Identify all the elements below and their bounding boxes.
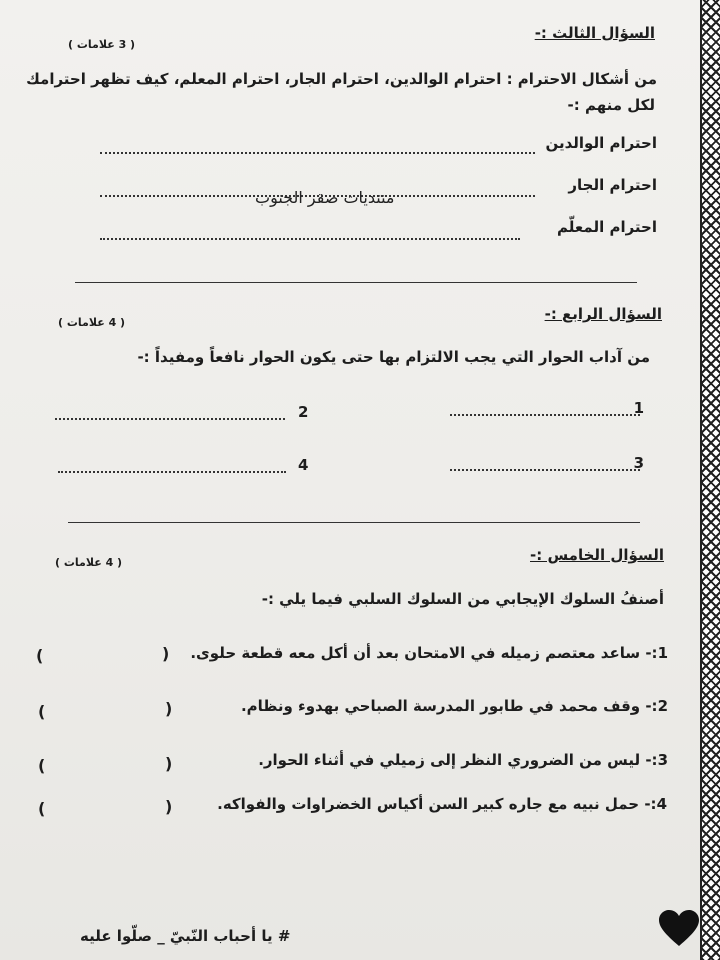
q5-title: السؤال الخامس :- bbox=[530, 546, 664, 564]
q5-item-4: 4:- حمل نبيه مع جاره كبير السن أكياس الخضراوات والفواكه. bbox=[217, 795, 667, 813]
q4-number-4: 4 bbox=[298, 456, 309, 474]
q5-paren-open-3: ( bbox=[165, 754, 173, 773]
section-divider bbox=[75, 282, 637, 283]
section-divider bbox=[68, 522, 640, 523]
q3-marks: ( 3 علامات ) bbox=[68, 38, 136, 51]
q5-paren-close-2: ) bbox=[38, 702, 46, 721]
q4-number-2: 2 bbox=[298, 403, 309, 421]
q4-answer-line-1[interactable] bbox=[450, 414, 640, 416]
q5-paren-close-4: ) bbox=[38, 799, 46, 818]
q5-paren-open-1: ( bbox=[162, 644, 170, 663]
q5-paren-close-1: ) bbox=[36, 646, 44, 665]
q5-item-1: 1:- ساعد معتصم زميله في الامتحان بعد أن أكل معه قطعة حلوى. bbox=[190, 644, 668, 662]
q4-number-3: 3 bbox=[633, 454, 644, 472]
q5-paren-open-4: ( bbox=[165, 797, 173, 816]
q3-prompt-line2: لكل منهم :- bbox=[567, 96, 655, 114]
q4-number-1: 1 bbox=[633, 399, 644, 417]
q3-title: السؤال الثالث :- bbox=[534, 24, 655, 42]
watermark-text: منتديات صقر الجنوب bbox=[255, 188, 395, 207]
q4-answer-line-4[interactable] bbox=[58, 471, 286, 473]
q5-item-2: 2:- وقف محمد في طابور المدرسة الصباحي بهدوء ونظام. bbox=[240, 697, 668, 715]
decorative-border bbox=[700, 0, 720, 960]
q5-paren-close-3: ) bbox=[38, 756, 46, 775]
heart-icon bbox=[659, 910, 699, 948]
q4-title: السؤال الرابع :- bbox=[544, 305, 662, 323]
q4-marks: ( 4 علامات ) bbox=[58, 316, 126, 329]
q5-paren-open-2: ( bbox=[165, 699, 173, 718]
q3-answer-line-parents[interactable] bbox=[100, 152, 535, 154]
q4-answer-line-2[interactable] bbox=[55, 418, 285, 420]
q5-marks: ( 4 علامات ) bbox=[55, 556, 123, 569]
q4-answer-line-3[interactable] bbox=[450, 469, 640, 471]
footer-text: # يا أحباب النّبيّ _ صلّوا عليه bbox=[80, 927, 291, 945]
q3-item-parents: احترام الوالدين bbox=[545, 134, 657, 152]
q5-item-3: 3:- ليس من الضروري النظر إلى زميلي في أثناء الحوار. bbox=[258, 751, 668, 769]
q3-prompt-line1: من أشكال الاحترام : احترام الوالدين، احترام الجار، احترام المعلم، كيف تظهر احترامك bbox=[26, 70, 657, 88]
q3-item-neighbor: احترام الجار bbox=[568, 176, 657, 194]
q4-prompt: من آداب الحوار التي يجب الالتزام بها حتى يكون الحوار نافعاً ومفيداً :- bbox=[137, 348, 650, 366]
q3-item-teacher: احترام المعلّم bbox=[557, 218, 657, 236]
q3-answer-line-teacher[interactable] bbox=[100, 238, 520, 240]
q5-prompt: أصنفُ السلوك الإيجابي من السلوك السلبي فيما يلي :- bbox=[261, 590, 664, 608]
